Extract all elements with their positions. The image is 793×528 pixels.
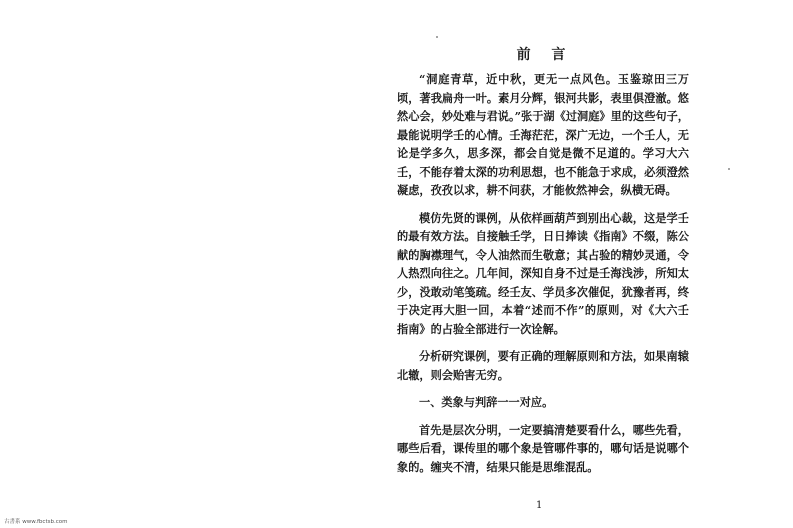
scan-speck xyxy=(436,36,438,38)
paragraph-5: 首先是层次分明，一定要搞清楚要看什么，哪些先看，哪些后看，课传里的哪个象是管哪件事的，哪句话是说哪个象的。缠夹不清，结果只能是思维混乱。 xyxy=(397,422,689,474)
paragraph-1: “洞庭青草，近中秋，更无一点风色。玉鉴琼田三万顷，著我扁舟一叶。素月分辉，银河共影，表里俱澄澈。悠然心会，妙处难与君说。”张于湖《过洞庭》里的这些句子，最能说明学壬的心情。壬海茫茫，深广无边，一个壬人，无论是学多久，思多深，都会自觉是微不足道的。学习大六壬，不能存着太深的功利思想，也不能急于求成，必须澄然凝虑，孜孜以求，耕不问获，才能攸然神会，纵横无碍。 xyxy=(397,72,689,197)
scan-speck xyxy=(728,168,730,170)
paragraph-2: 模仿先贤的课例，从依样画葫芦到别出心裁，这是学壬的最有效方法。自接触壬学，日日捧读《指南》不缀，陈公献的胸襟理气，令人油然而生敬意；其占验的精妙灵通，令人热烈向往之。几年间，深知自身不过是壬海浅涉，所知太少，没敢动笔笺疏。经壬友、学员多次催促，犹豫者再，终于决定再大胆一回，本着“述而不作”的原则，对《大六壬指南》的占验全部进行一次诠解。 xyxy=(397,210,689,336)
footer-watermark: 古書系 www.fbctsb.com xyxy=(4,519,68,525)
page-number: 1 xyxy=(536,500,543,511)
page-title: 前 言 xyxy=(516,47,574,63)
paragraph-3: 分析研究课例，要有正确的理解原则和方法，如果南辕北辙，则会贻害无穷。 xyxy=(397,349,689,382)
body-text xyxy=(397,70,689,476)
paragraph-4: 一、类象与判辞一一对应。 xyxy=(419,395,554,409)
